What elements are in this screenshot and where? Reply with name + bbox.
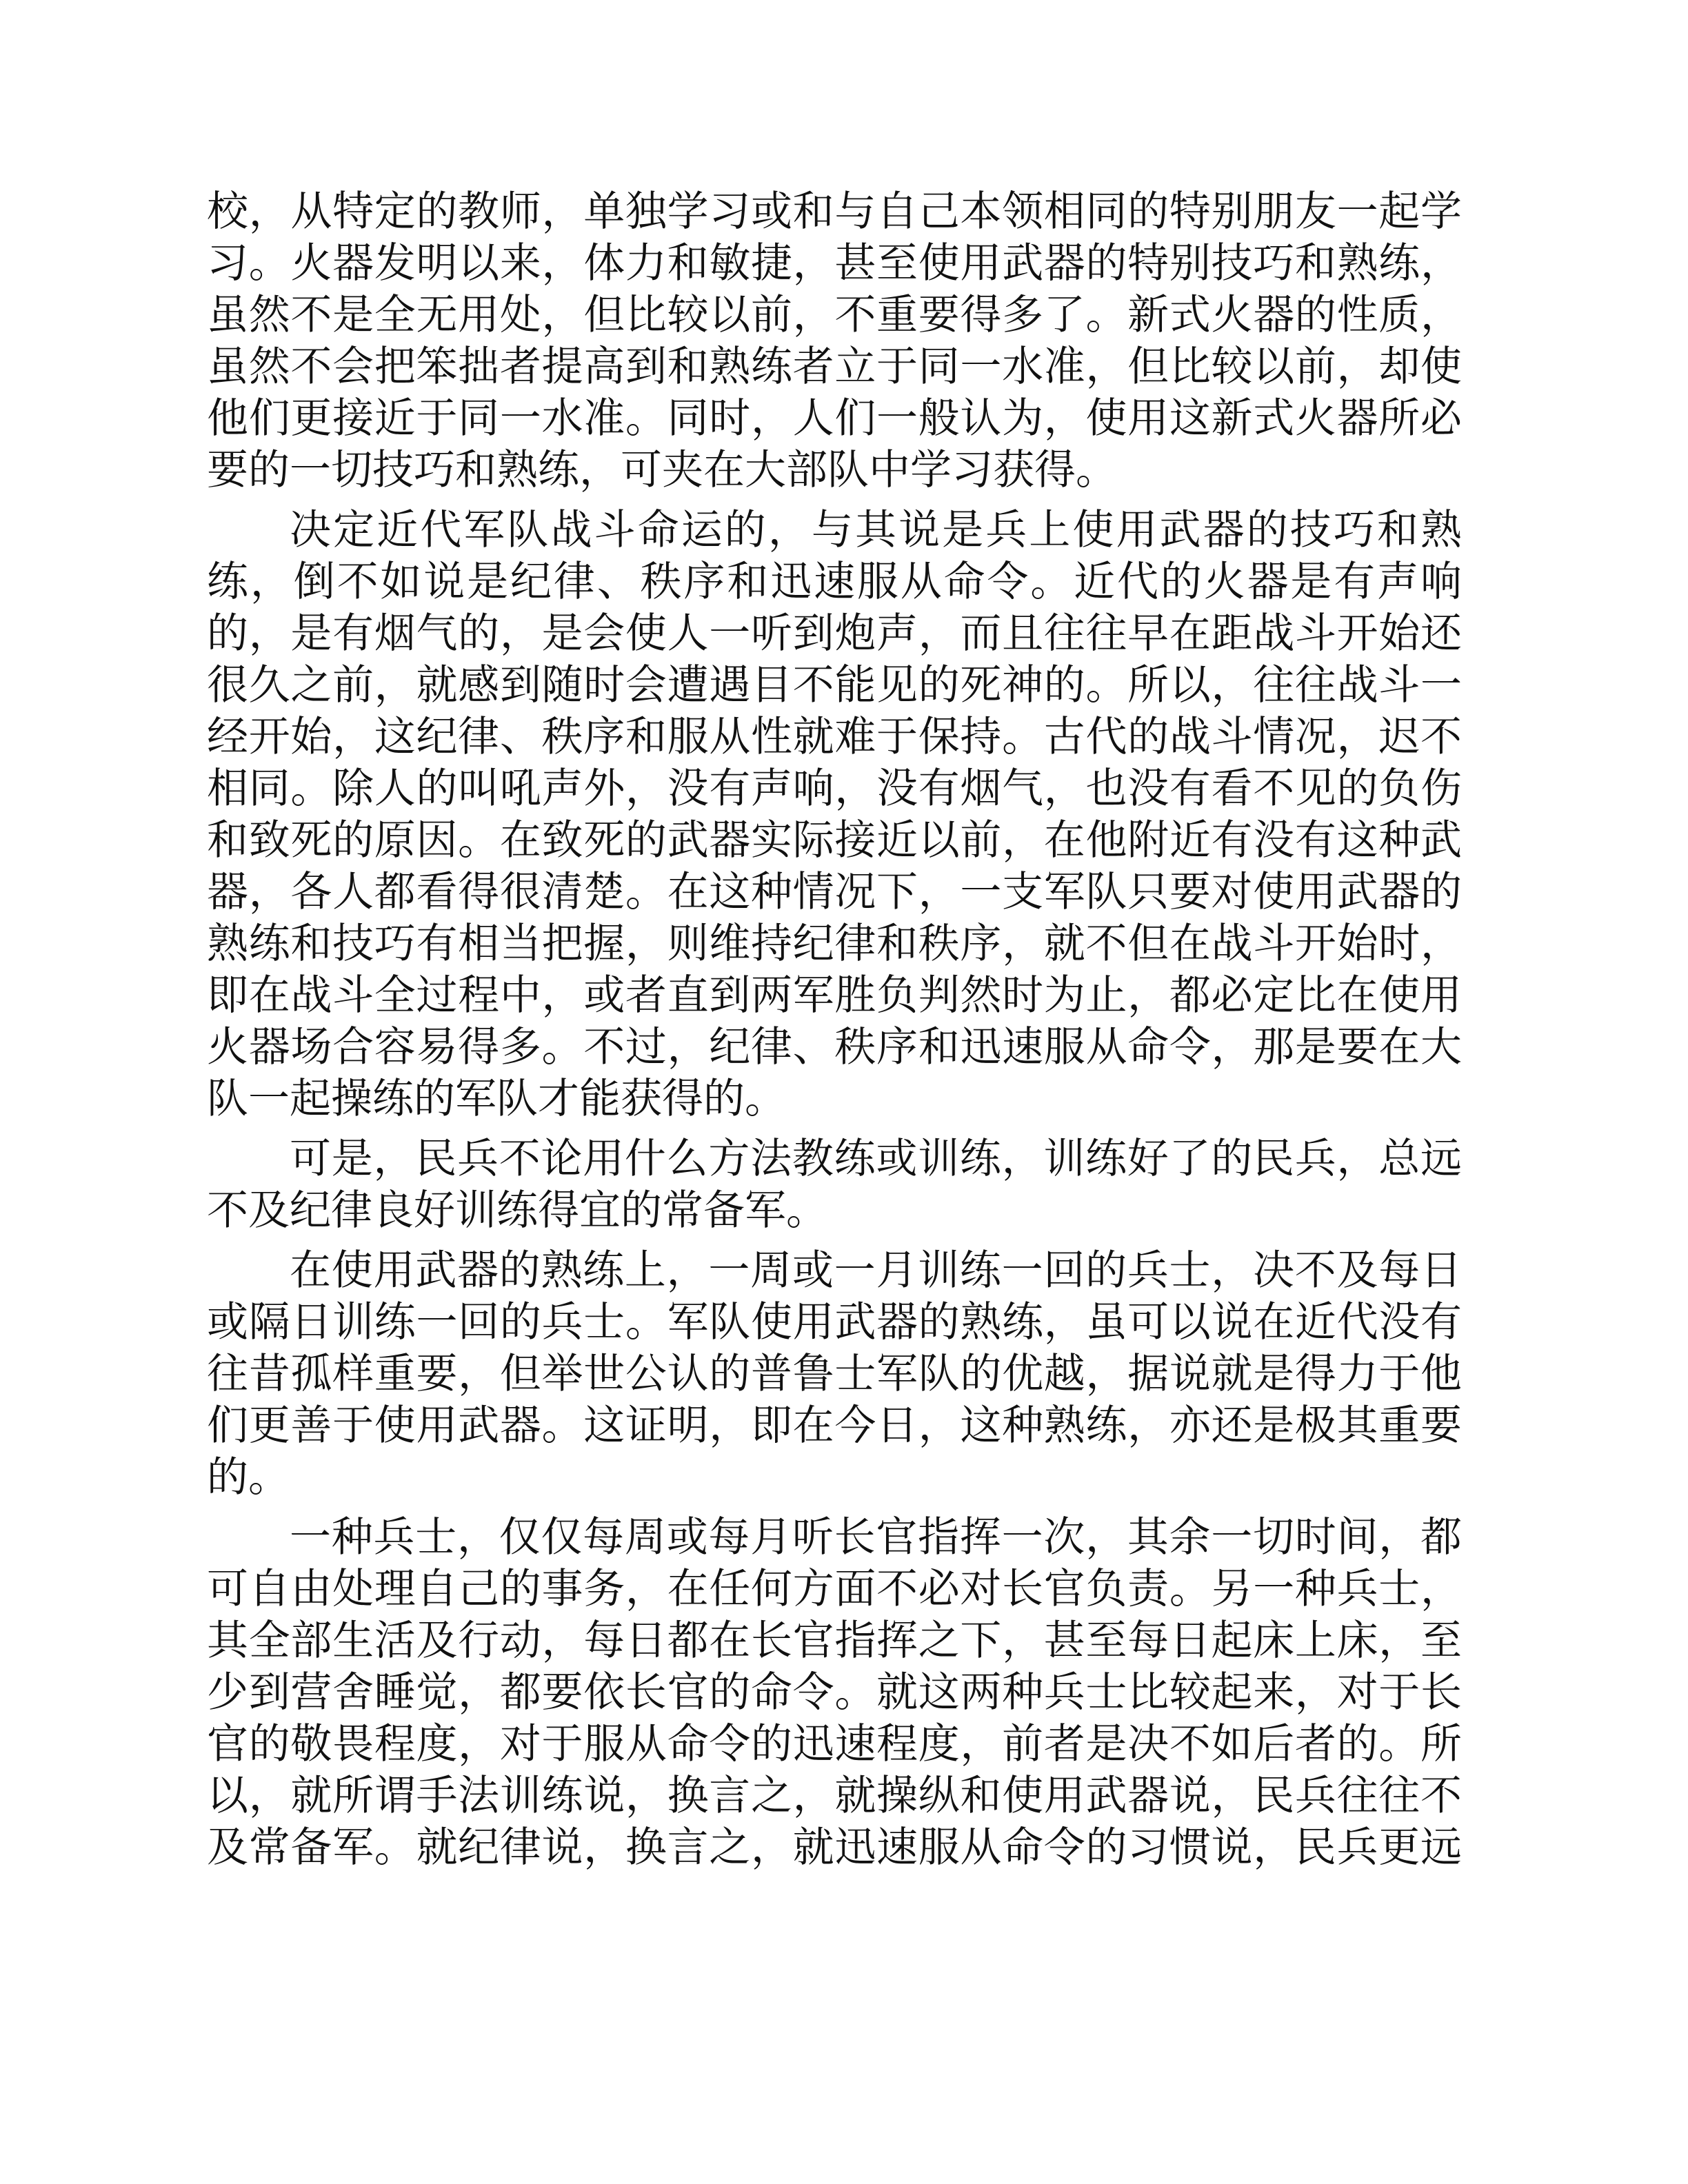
text-line: 相同。除人的叫吼声外，没有声响，没有烟气，也没有看不见的负伤: [207, 765, 1462, 813]
text-line: 虽然不是全无用处，但比较以前，不重要得多了。新式火器的性质，: [207, 291, 1462, 339]
text-line: 在使用武器的熟练上，一周或一月训练一回的兵士，决不及每日: [290, 1246, 1462, 1295]
text-line: 习。火器发明以来，体力和敏捷，甚至使用武器的特别技巧和熟练，: [207, 239, 1462, 287]
text-line: 可自由处理自己的事务，在任何方面不必对长官负责。另一种兵士，: [207, 1565, 1462, 1613]
text-line: 他们更接近于同一水准。同时，人们一般认为，使用这新式火器所必: [207, 394, 1462, 443]
paragraph-1: [207, 186, 1462, 496]
text-line: 一种兵士，仅仅每周或每月听长官指挥一次，其余一切时间，都: [290, 1513, 1462, 1561]
text-line: 少到营舍睡觉，都要依长官的命令。就这两种兵士比较起来，对于长: [207, 1668, 1462, 1717]
text-line: 决定近代军队战斗命运的，与其说是兵上使用武器的技巧和熟: [290, 506, 1462, 554]
text-line: 熟练和技巧有相当把握，则维持纪律和秩序，就不但在战斗开始时，: [207, 920, 1462, 968]
text-line: 校，从特定的教师，单独学习或和与自己本领相同的特别朋友一起学: [207, 188, 1462, 236]
text-line: 虽然不会把笨拙者提高到和熟练者立于同一水准，但比较以前，却使: [207, 343, 1462, 391]
text-line: 可是，民兵不论用什么方法教练或训练，训练好了的民兵，总远: [290, 1135, 1462, 1183]
text-line: 不及纪律良好训练得宜的常备军。: [207, 1186, 827, 1235]
paragraph-5: [207, 1512, 1462, 1874]
text-line: 的，是有烟气的，是会使人一听到炮声，而且往往早在距战斗开始还: [207, 609, 1462, 658]
text-line: 要的一切技巧和熟练，可夹在大部队中学习获得。: [207, 446, 1117, 494]
text-line: 火器场合容易得多。不过，纪律、秩序和迅速服从命令，那是要在大: [207, 1023, 1462, 1071]
text-line: 即在战斗全过程中，或者直到两军胜负判然时为止，都必定比在使用: [207, 971, 1462, 1020]
text-line: 很久之前，就感到随时会遭遇目不能见的死神的。所以，往往战斗一: [207, 661, 1462, 709]
text-line: 队一起操练的军队才能获得的。: [207, 1075, 786, 1123]
text-line: 以，就所谓手法训练说，换言之，就操纵和使用武器说，民兵往往不: [207, 1772, 1462, 1820]
text-line: 其全部生活及行动，每日都在长官指挥之下，甚至每日起床上床，至: [207, 1617, 1462, 1665]
text-line: 们更善于使用武器。这证明，即在今日，这种熟练，亦还是极其重要: [207, 1402, 1462, 1450]
text-line: 或隔日训练一回的兵士。军队使用武器的熟练，虽可以说在近代没有: [207, 1298, 1462, 1346]
text-line: 官的敬畏程度，对于服从命令的迅速程度，前者是决不如后者的。所: [207, 1720, 1462, 1768]
text-line: 练，倒不如说是纪律、秩序和迅速服从命令。近代的火器是有声响: [207, 558, 1462, 606]
paragraph-4: [207, 1245, 1462, 1504]
text-line: 及常备军。就纪律说，换言之，就迅速服从命令的习惯说，民兵更远: [207, 1823, 1462, 1872]
document-body: [207, 186, 1462, 1882]
text-line: 经开始，这纪律、秩序和服从性就难于保持。古代的战斗情况，迟不: [207, 713, 1462, 761]
paragraph-3: [207, 1133, 1462, 1237]
text-line: 往昔孤样重要，但举世公认的普鲁士军队的优越，据说就是得力于他: [207, 1350, 1462, 1398]
text-line: 的。: [207, 1453, 290, 1502]
paragraph-2: [207, 505, 1462, 1125]
text-line: 和致死的原因。在致死的武器实际接近以前，在他附近有没有这种武: [207, 816, 1462, 865]
text-line: 器，各人都看得很清楚。在这种情况下，一支军队只要对使用武器的: [207, 868, 1462, 916]
